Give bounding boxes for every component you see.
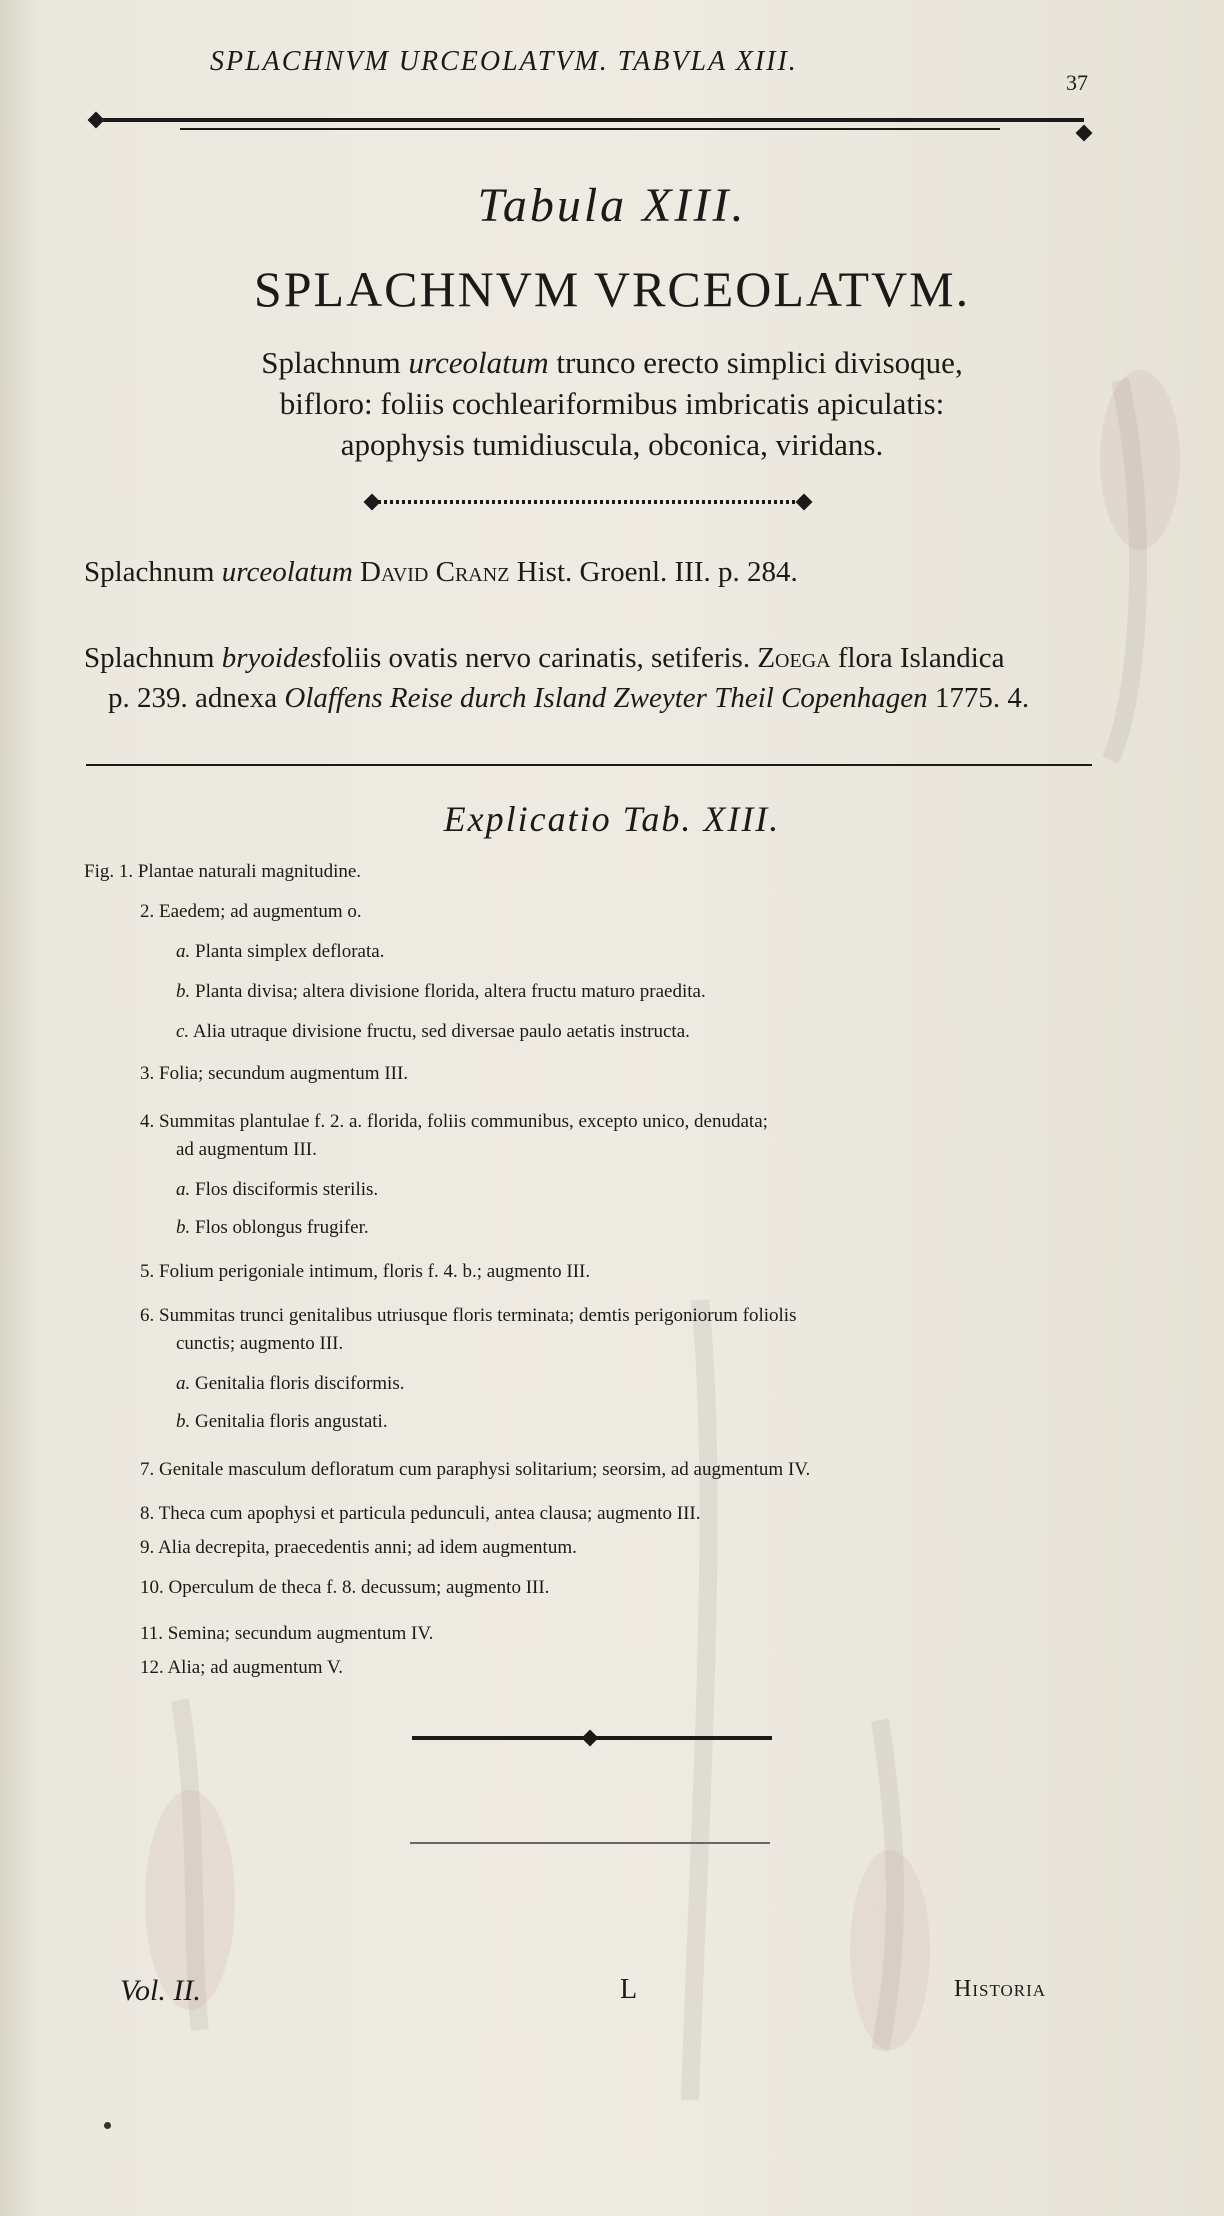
item-text: Plantae naturali magnitudine.	[137, 861, 362, 882]
item-number: Fig. 1.	[84, 861, 134, 882]
item-text: Genitalia floris angustati.	[195, 1411, 388, 1432]
explicatio-heading: Explicatio Tab. XIII.	[443, 799, 781, 839]
synonym-epithet: urceolatum	[221, 556, 353, 588]
diagnosis-line-2: bifloro: foliis cochleariformibus imbricatis apiculatis:	[279, 386, 945, 421]
item-number: 5.	[140, 1261, 155, 1282]
item-number: 10.	[140, 1577, 164, 1598]
diagnosis-line-3: apophysis tumidiuscula, obconica, viridans.	[340, 427, 884, 462]
item-text: Genitalia floris disciformis.	[195, 1373, 405, 1394]
running-head: SPLACHNVM URCEOLATVM. TABVLA XIII.	[210, 46, 798, 77]
header-rule	[96, 118, 1084, 122]
item-text: Folia; secundum augmentum III.	[159, 1063, 409, 1084]
item-number: 7.	[140, 1459, 155, 1480]
page-number: 37	[1066, 70, 1088, 95]
item-letter: c.	[176, 1021, 190, 1042]
explicatio-item-continued	[176, 1136, 317, 1163]
item-text: Planta divisa; altera divisione florida, altera fructu maturo praedita.	[195, 981, 706, 1002]
explicatio-item	[140, 1302, 796, 1329]
explicatio-item	[176, 1176, 378, 1203]
item-letter: b.	[176, 1217, 191, 1238]
explicatio-item	[140, 1258, 590, 1285]
synonym-zoega	[84, 638, 1144, 718]
signature-mark: L	[620, 1974, 638, 2005]
item-text: Summitas trunci genitalibus utriusque floris terminata; demtis perigoniorum foliolis	[159, 1305, 797, 1326]
explicatio-item	[140, 898, 362, 925]
item-number: 4.	[140, 1111, 155, 1132]
synonym-zoega-line-2	[84, 678, 1144, 718]
diagnosis-epithet: urceolatum	[408, 345, 549, 380]
item-text: ad augmentum III.	[176, 1139, 317, 1160]
item-text: Summitas plantulae f. 2. a. florida, foliis communibus, excepto unico, denudata;	[159, 1111, 768, 1132]
synonym-author: Zoega	[757, 642, 831, 674]
explicatio-item	[140, 1500, 700, 1527]
item-letter: a.	[176, 1373, 191, 1394]
diagnosis-text: trunco erecto simplici divisoque,	[548, 345, 963, 380]
item-text: Flos oblongus frugifer.	[195, 1217, 369, 1238]
item-text: Folium perigoniale intimum, floris f. 4. b.; augmento III.	[159, 1261, 591, 1282]
synonym-text: Splachnum	[84, 556, 222, 588]
item-text: Alia utraque divisione fructu, sed diversae paulo aetatis instructa.	[192, 1021, 690, 1042]
item-text: Theca cum apophysi et particula pedunculi, antea clausa; augmento III.	[158, 1503, 701, 1524]
item-text: Semina; secundum augmentum IV.	[167, 1623, 434, 1644]
species-diagnosis	[0, 342, 1224, 465]
item-letter: b.	[176, 981, 191, 1002]
explicatio-item	[176, 1214, 369, 1241]
item-number: 6.	[140, 1305, 155, 1326]
synonym-date: 1775. 4.	[927, 682, 1030, 714]
catchword: Historia	[954, 1976, 1047, 2002]
item-text: Genitale masculum defloratum cum paraphysi solitarium; seorsim, ad augmentum IV.	[159, 1459, 811, 1480]
explicatio-item	[176, 1018, 690, 1045]
item-text: Eaedem; ad augmentum o.	[159, 901, 362, 922]
section-rule	[86, 764, 1092, 766]
plate-heading: Tabula XIII.	[477, 179, 747, 232]
synonym-zoega-line-1	[84, 638, 1144, 678]
diagnosis-line-1	[0, 342, 1224, 383]
explicatio-item	[140, 1108, 768, 1135]
item-letter: a.	[176, 941, 191, 962]
item-number: 12.	[140, 1657, 164, 1678]
explicatio-item	[140, 1060, 408, 1087]
item-letter: a.	[176, 1179, 191, 1200]
closing-rule	[410, 1842, 770, 1844]
explicatio-item	[176, 1370, 404, 1397]
paper-speck	[104, 2122, 111, 2129]
item-number: 11.	[140, 1623, 164, 1644]
item-text: cunctis; augmento III.	[176, 1333, 344, 1354]
item-text: Planta simplex deflorata.	[195, 941, 385, 962]
synonym-reference: flora Islandica	[830, 642, 1005, 674]
item-number: 2.	[140, 901, 155, 922]
item-number: 3.	[140, 1063, 155, 1084]
item-text: Alia; ad augmentum V.	[167, 1657, 344, 1678]
item-number: 8.	[140, 1503, 155, 1524]
item-text: Alia decrepita, praecedentis anni; ad idem augmentum.	[157, 1537, 577, 1558]
explicatio-item	[140, 1534, 577, 1561]
synonym-work-title: Olaffens Reise durch Island Zweyter Theil Copenhagen	[284, 682, 928, 714]
explicatio-item	[140, 1620, 433, 1647]
explicatio-item-continued	[176, 1330, 343, 1357]
synonym-cranz	[84, 556, 1144, 589]
ornamental-divider	[372, 500, 804, 504]
diagnosis-text: Splachnum	[261, 345, 409, 380]
item-text: Operculum de theca f. 8. decussum; augmento III.	[168, 1577, 550, 1598]
volume-mark: Vol. II.	[120, 1974, 201, 2007]
species-title: SPLACHNVM VRCEOLATVM.	[253, 261, 971, 317]
explicatio-item	[176, 978, 706, 1005]
explicatio-item	[176, 938, 384, 965]
explicatio-item	[84, 858, 361, 885]
synonym-author: David Cranz	[352, 556, 510, 588]
explicatio-item	[140, 1574, 549, 1601]
item-text: Flos disciformis sterilis.	[195, 1179, 379, 1200]
explicatio-item	[140, 1654, 343, 1681]
item-letter: b.	[176, 1411, 191, 1432]
explicatio-item	[176, 1408, 388, 1435]
synonym-reference: Hist. Groenl. III. p. 284.	[509, 556, 798, 588]
synonym-epithet: bryoides	[221, 642, 322, 674]
explicatio-item	[140, 1456, 810, 1483]
synonym-reference: p. 239. adnexa	[108, 682, 285, 714]
synonym-text: Splachnum	[84, 642, 222, 674]
item-number: 9.	[140, 1537, 155, 1558]
synonym-text: foliis ovatis nervo carinatis, setiferis.	[321, 642, 758, 674]
header-rule-thin	[180, 128, 1000, 130]
